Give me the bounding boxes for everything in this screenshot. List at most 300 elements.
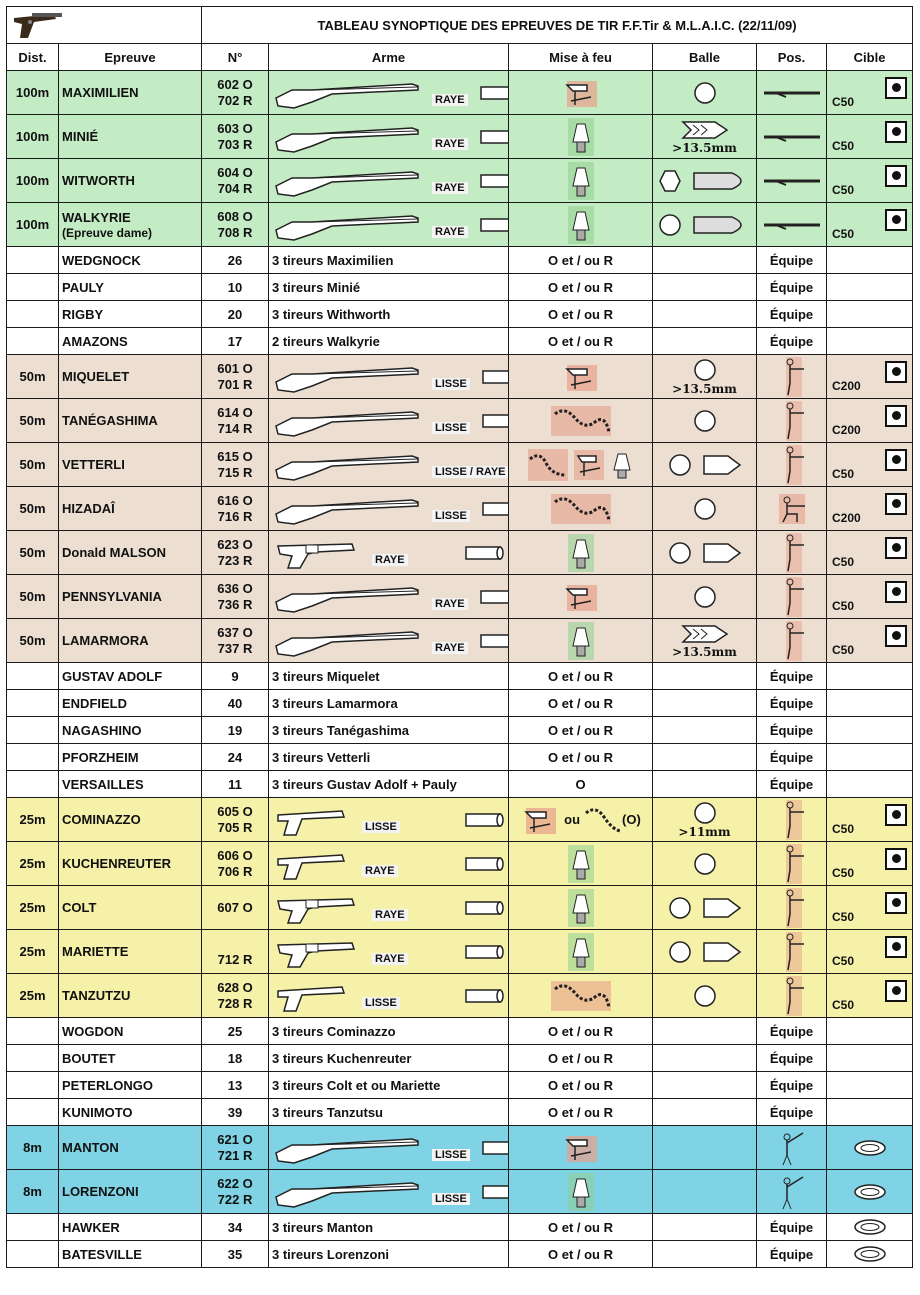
cible-cell xyxy=(827,974,913,1018)
col-header-arme: Arme xyxy=(269,44,509,71)
team-fire-mode: O et / ou R xyxy=(548,1219,613,1235)
mise-a-feu-cell xyxy=(509,1241,653,1268)
numero-original: 637 O xyxy=(217,624,253,640)
mise-a-feu-cell xyxy=(509,1099,653,1126)
team-numero: 17 xyxy=(227,333,243,349)
epreuve-cell xyxy=(59,717,202,744)
team-numero: 20 xyxy=(227,306,243,322)
balle-cell xyxy=(653,399,757,443)
cible-name: C50 xyxy=(832,94,855,109)
standing-position-icon xyxy=(778,357,806,397)
numero-cell xyxy=(202,798,269,842)
balle-cell xyxy=(653,203,757,247)
dist-cell xyxy=(7,1072,59,1099)
arme-cell xyxy=(269,690,509,717)
cible-cell xyxy=(827,355,913,399)
round-ball-icon xyxy=(668,453,692,477)
numero-replica: 704 R xyxy=(217,180,253,196)
team-numero: 39 xyxy=(227,1104,243,1120)
epreuve-cell xyxy=(59,301,202,328)
round-ball-icon xyxy=(693,497,717,521)
numero-replica: 723 R xyxy=(217,552,253,568)
team-epreuve-name: PETERLONGO xyxy=(62,1077,154,1093)
numero-cell xyxy=(202,842,269,886)
percussion-cap-icon xyxy=(568,118,594,156)
team-row xyxy=(7,1018,913,1045)
mise-a-feu-cell xyxy=(509,974,653,1018)
dist-cell xyxy=(7,247,59,274)
pos-cell xyxy=(757,1072,827,1099)
numero-original: 614 O xyxy=(217,404,253,420)
epreuve-name: LAMARMORA xyxy=(62,633,149,648)
dist-cell xyxy=(7,842,59,886)
numero-replica: 722 R xyxy=(217,1191,253,1207)
kneeling-position-icon xyxy=(775,492,809,526)
dist-cell xyxy=(7,798,59,842)
long-gun-icon xyxy=(272,360,422,394)
arme-cell xyxy=(269,717,509,744)
cible-cell xyxy=(827,930,913,974)
event-row xyxy=(7,443,913,487)
team-pos-label: Équipe xyxy=(769,306,814,322)
numero-replica: 701 R xyxy=(217,376,253,392)
numero-original: 605 O xyxy=(217,803,253,819)
mise-a-feu-cell xyxy=(509,690,653,717)
pos-cell xyxy=(757,399,827,443)
numero-cell xyxy=(202,1126,269,1170)
matchlock-cord-icon xyxy=(551,492,611,526)
numero-original: 602 O xyxy=(217,76,253,92)
hexagonal-ball-icon xyxy=(658,169,682,193)
target-icon xyxy=(885,581,907,603)
mise-a-feu-cell xyxy=(509,771,653,798)
dist-cell xyxy=(7,531,59,575)
arme-cell xyxy=(269,1072,509,1099)
balle-cell xyxy=(653,1241,757,1268)
team-epreuve-name: HAWKER xyxy=(62,1219,120,1235)
team-pos-label: Équipe xyxy=(769,1104,814,1120)
team-fire-mode: O et / ou R xyxy=(548,749,613,765)
col-header-balle: Balle xyxy=(653,44,757,71)
mise-a-feu-cell xyxy=(509,717,653,744)
percussion-cap-icon xyxy=(568,162,594,200)
numero-replica: 702 R xyxy=(217,92,253,108)
pos-cell xyxy=(757,1170,827,1214)
balle-cell xyxy=(653,1018,757,1045)
balle-cell xyxy=(653,115,757,159)
mise-a-feu-cell xyxy=(509,663,653,690)
event-row xyxy=(7,71,913,115)
standing-position-icon xyxy=(778,888,806,928)
epreuve-subtitle: (Epreuve dame) xyxy=(62,225,153,240)
pos-cell xyxy=(757,301,827,328)
barrel-type-label: LISSE xyxy=(432,422,470,434)
fire-or-text: ou xyxy=(564,812,581,827)
barrel-type-label: RAYE xyxy=(432,138,468,150)
target-icon xyxy=(885,493,907,515)
numero-cell xyxy=(202,974,269,1018)
distance: 100m xyxy=(15,129,50,144)
barrel-type-label: LISSE xyxy=(362,997,400,1009)
epreuve-cell xyxy=(59,842,202,886)
team-numero: 35 xyxy=(227,1246,243,1262)
team-description: 3 tireurs Kuchenreuter xyxy=(272,1050,412,1066)
pos-cell xyxy=(757,1241,827,1268)
fire-original-text: (O) xyxy=(622,812,641,827)
dist-cell xyxy=(7,159,59,203)
team-row xyxy=(7,663,913,690)
round-ball-icon xyxy=(693,81,717,105)
team-description: 3 tireurs Minié xyxy=(272,279,361,295)
team-description: 3 tireurs Vetterli xyxy=(272,749,371,765)
cible-cell xyxy=(827,301,913,328)
pos-cell xyxy=(757,663,827,690)
dist-cell xyxy=(7,575,59,619)
cible-cell xyxy=(827,619,913,663)
standing-position-icon xyxy=(778,976,806,1016)
epreuve-cell xyxy=(59,531,202,575)
cible-cell xyxy=(827,842,913,886)
cible-name: C50 xyxy=(832,821,855,836)
round-ball-icon xyxy=(693,801,717,825)
team-epreuve-name: GUSTAV ADOLF xyxy=(62,668,163,684)
balle-cell xyxy=(653,771,757,798)
target-icon xyxy=(885,209,907,231)
dist-cell xyxy=(7,399,59,443)
barrel-end-icon xyxy=(465,988,505,1004)
distance: 25m xyxy=(19,900,46,915)
mise-a-feu-cell xyxy=(509,1126,653,1170)
table-title: TABLEAU SYNOPTIQUE DES EPREUVES DE TIR F.F.Tir & M.L.A.I.C. (22/11/09) xyxy=(202,7,913,44)
arme-cell xyxy=(269,842,509,886)
cible-name: C50 xyxy=(832,953,855,968)
clay-target-icon xyxy=(853,1182,887,1202)
prone-position-icon xyxy=(762,87,822,99)
team-description: 3 tireurs Withworth xyxy=(272,306,391,322)
team-numero: 24 xyxy=(227,749,243,765)
balle-cell xyxy=(653,301,757,328)
barrel-end-icon xyxy=(480,217,509,233)
pos-cell xyxy=(757,886,827,930)
team-pos-label: Équipe xyxy=(769,1246,814,1262)
cible-cell xyxy=(827,399,913,443)
epreuve-cell xyxy=(59,1099,202,1126)
team-numero: 40 xyxy=(227,695,243,711)
epreuve-cell xyxy=(59,1018,202,1045)
arme-cell xyxy=(269,203,509,247)
team-fire-mode: O et / ou R xyxy=(548,1077,613,1093)
round-ball-icon xyxy=(693,585,717,609)
team-description: 3 tireurs Miquelet xyxy=(272,668,380,684)
numero-cell xyxy=(202,690,269,717)
mise-a-feu-cell xyxy=(509,1018,653,1045)
arme-cell xyxy=(269,115,509,159)
team-numero: 11 xyxy=(228,776,242,792)
team-row xyxy=(7,274,913,301)
epreuve-cell xyxy=(59,328,202,355)
team-epreuve-name: AMAZONS xyxy=(62,333,128,349)
balle-cell xyxy=(653,443,757,487)
col-header-pos: Pos. xyxy=(757,44,827,71)
dist-cell xyxy=(7,717,59,744)
team-epreuve-name: ENDFIELD xyxy=(62,695,127,711)
mise-a-feu-cell xyxy=(509,203,653,247)
col-header-dist: Dist. xyxy=(7,44,59,71)
epreuve-cell xyxy=(59,619,202,663)
event-row xyxy=(7,531,913,575)
cible-name: C50 xyxy=(832,598,855,613)
barrel-end-icon xyxy=(482,501,509,517)
team-epreuve-name: NAGASHINO xyxy=(62,722,142,738)
epreuve-cell xyxy=(59,274,202,301)
cible-name: C50 xyxy=(832,909,855,924)
numero-cell xyxy=(202,399,269,443)
dist-cell xyxy=(7,1214,59,1241)
arme-cell xyxy=(269,328,509,355)
team-pos-label: Équipe xyxy=(769,252,814,268)
numero-cell xyxy=(202,575,269,619)
revolver-icon xyxy=(272,891,362,925)
mise-a-feu-cell xyxy=(509,619,653,663)
long-gun-icon xyxy=(272,1131,422,1165)
dist-cell xyxy=(7,1099,59,1126)
pistol-icon xyxy=(272,979,352,1013)
cible-name: C50 xyxy=(832,642,855,657)
team-fire-mode: O et / ou R xyxy=(548,306,613,322)
long-gun-icon xyxy=(272,76,422,110)
synoptic-table-sheet xyxy=(6,6,912,1288)
mise-a-feu-cell xyxy=(509,328,653,355)
balle-caliber-text: >13.5mm xyxy=(672,644,737,659)
epreuve-name: MIQUELET xyxy=(62,369,130,384)
team-fire-mode: O et / ou R xyxy=(548,668,613,684)
long-gun-icon xyxy=(272,164,422,198)
distance: 100m xyxy=(15,85,50,100)
numero-original: 603 O xyxy=(217,120,253,136)
team-row xyxy=(7,301,913,328)
team-fire-mode: O xyxy=(575,776,586,792)
barrel-end-icon xyxy=(482,1140,509,1156)
mise-a-feu-cell xyxy=(509,1214,653,1241)
long-gun-icon xyxy=(272,492,422,526)
cible-cell xyxy=(827,575,913,619)
team-row xyxy=(7,771,913,798)
team-epreuve-name: PFORZHEIM xyxy=(62,749,139,765)
pos-cell xyxy=(757,443,827,487)
balle-cell xyxy=(653,247,757,274)
epreuve-name: MINIÉ xyxy=(62,129,99,144)
dist-cell xyxy=(7,1126,59,1170)
pos-cell xyxy=(757,771,827,798)
clay-target-icon xyxy=(853,1138,887,1158)
team-pos-label: Équipe xyxy=(769,279,814,295)
balle-cell xyxy=(653,842,757,886)
balle-cell xyxy=(653,575,757,619)
team-pos-label: Équipe xyxy=(769,1219,814,1235)
pos-cell xyxy=(757,744,827,771)
balle-cell xyxy=(653,487,757,531)
col-header-epreuve: Epreuve xyxy=(59,44,202,71)
team-numero: 34 xyxy=(227,1219,243,1235)
barrel-end-icon xyxy=(482,369,509,385)
pos-cell xyxy=(757,203,827,247)
arme-cell xyxy=(269,771,509,798)
epreuve-cell xyxy=(59,1214,202,1241)
balle-cell xyxy=(653,663,757,690)
arme-cell xyxy=(269,619,509,663)
event-row xyxy=(7,886,913,930)
cible-cell xyxy=(827,1018,913,1045)
barrel-end-icon xyxy=(482,1184,509,1200)
round-ball-icon xyxy=(668,896,692,920)
col-header-cible: Cible xyxy=(827,44,913,71)
pos-cell xyxy=(757,974,827,1018)
numero-original: 636 O xyxy=(217,580,253,596)
long-bullet-icon xyxy=(692,213,752,237)
team-fire-mode: O et / ou R xyxy=(548,279,613,295)
team-row xyxy=(7,328,913,355)
target-icon xyxy=(885,625,907,647)
cible-cell xyxy=(827,690,913,717)
long-gun-icon xyxy=(272,624,422,658)
distance: 100m xyxy=(15,173,50,188)
arme-cell xyxy=(269,443,509,487)
standing-position-icon xyxy=(778,445,806,485)
percussion-cap-icon xyxy=(610,448,634,482)
round-ball-icon xyxy=(693,409,717,433)
event-row xyxy=(7,619,913,663)
epreuve-cell xyxy=(59,974,202,1018)
team-epreuve-name: WOGDON xyxy=(62,1023,124,1039)
team-fire-mode: O et / ou R xyxy=(548,722,613,738)
cible-cell xyxy=(827,203,913,247)
col-header-numero: N° xyxy=(202,44,269,71)
target-icon xyxy=(885,936,907,958)
distance: 50m xyxy=(19,633,46,648)
cible-cell xyxy=(827,71,913,115)
mise-a-feu-cell xyxy=(509,115,653,159)
numero-cell xyxy=(202,1045,269,1072)
mise-a-feu-cell xyxy=(509,744,653,771)
synoptic-table xyxy=(6,6,913,1268)
balle-cell xyxy=(653,886,757,930)
distance: 50m xyxy=(19,457,46,472)
epreuve-cell xyxy=(59,71,202,115)
numero-cell xyxy=(202,1099,269,1126)
arme-cell xyxy=(269,301,509,328)
revolver-icon xyxy=(272,935,362,969)
team-fire-mode: O et / ou R xyxy=(548,1104,613,1120)
event-row xyxy=(7,575,913,619)
numero-replica: 705 R xyxy=(217,819,253,835)
event-row xyxy=(7,159,913,203)
numero-cell xyxy=(202,159,269,203)
numero-cell xyxy=(202,1214,269,1241)
team-row xyxy=(7,1241,913,1268)
flintlock-mechanism-icon xyxy=(572,448,606,482)
arme-cell xyxy=(269,487,509,531)
event-row xyxy=(7,355,913,399)
balle-cell xyxy=(653,274,757,301)
cible-cell xyxy=(827,1045,913,1072)
barrel-type-label: LISSE xyxy=(432,510,470,522)
dist-cell xyxy=(7,974,59,1018)
barrel-end-icon xyxy=(465,944,505,960)
cible-cell xyxy=(827,663,913,690)
numero-replica: 721 R xyxy=(217,1147,253,1163)
dist-cell xyxy=(7,663,59,690)
balle-cell xyxy=(653,159,757,203)
mise-a-feu-cell xyxy=(509,159,653,203)
pos-cell xyxy=(757,1126,827,1170)
cible-cell xyxy=(827,328,913,355)
barrel-type-label: RAYE xyxy=(372,554,408,566)
balle-caliber-text: >13.5mm xyxy=(672,140,737,155)
cible-name: C50 xyxy=(832,466,855,481)
numero-original: 621 O xyxy=(217,1131,253,1147)
percussion-cap-icon xyxy=(568,1173,594,1211)
flintlock-pistol-icon xyxy=(10,8,70,42)
dist-cell xyxy=(7,328,59,355)
long-gun-icon xyxy=(272,404,422,438)
hexagonal-bullet-icon xyxy=(692,169,752,193)
mise-a-feu-cell xyxy=(509,930,653,974)
matchlock-cord-icon xyxy=(551,404,611,438)
barrel-type-label: LISSE xyxy=(362,821,400,833)
balle-cell xyxy=(653,355,757,399)
numero-cell xyxy=(202,663,269,690)
barrel-type-label: LISSE / RAYE xyxy=(432,466,509,478)
arme-cell xyxy=(269,974,509,1018)
pos-cell xyxy=(757,1099,827,1126)
team-row xyxy=(7,744,913,771)
numero-original: 601 O xyxy=(217,360,253,376)
pos-cell xyxy=(757,690,827,717)
arme-cell xyxy=(269,531,509,575)
shotgun-standing-icon xyxy=(777,1173,807,1211)
team-fire-mode: O et / ou R xyxy=(548,695,613,711)
pos-cell xyxy=(757,1214,827,1241)
mise-a-feu-cell xyxy=(509,355,653,399)
event-row xyxy=(7,399,913,443)
dist-cell xyxy=(7,930,59,974)
epreuve-name: TANÉGASHIMA xyxy=(62,413,158,428)
epreuve-name: KUCHENREUTER xyxy=(62,856,172,871)
distance: 25m xyxy=(19,944,46,959)
barrel-type-label: RAYE xyxy=(432,598,468,610)
balle-cell xyxy=(653,798,757,842)
team-epreuve-name: PAULY xyxy=(62,279,104,295)
team-description: 3 tireurs Lamarmora xyxy=(272,695,398,711)
numero-cell xyxy=(202,274,269,301)
team-description: 3 tireurs Tanégashima xyxy=(272,722,410,738)
mise-a-feu-cell xyxy=(509,575,653,619)
pos-cell xyxy=(757,619,827,663)
epreuve-cell xyxy=(59,203,202,247)
epreuve-name: WITWORTH xyxy=(62,173,135,188)
dist-cell xyxy=(7,71,59,115)
pos-cell xyxy=(757,355,827,399)
numero-original: 615 O xyxy=(217,448,253,464)
distance: 50m xyxy=(19,413,46,428)
prone-position-icon xyxy=(762,175,822,187)
epreuve-cell xyxy=(59,1072,202,1099)
target-icon xyxy=(885,980,907,1002)
cible-cell xyxy=(827,886,913,930)
mise-a-feu-cell xyxy=(509,71,653,115)
cible-cell xyxy=(827,744,913,771)
cible-cell xyxy=(827,487,913,531)
